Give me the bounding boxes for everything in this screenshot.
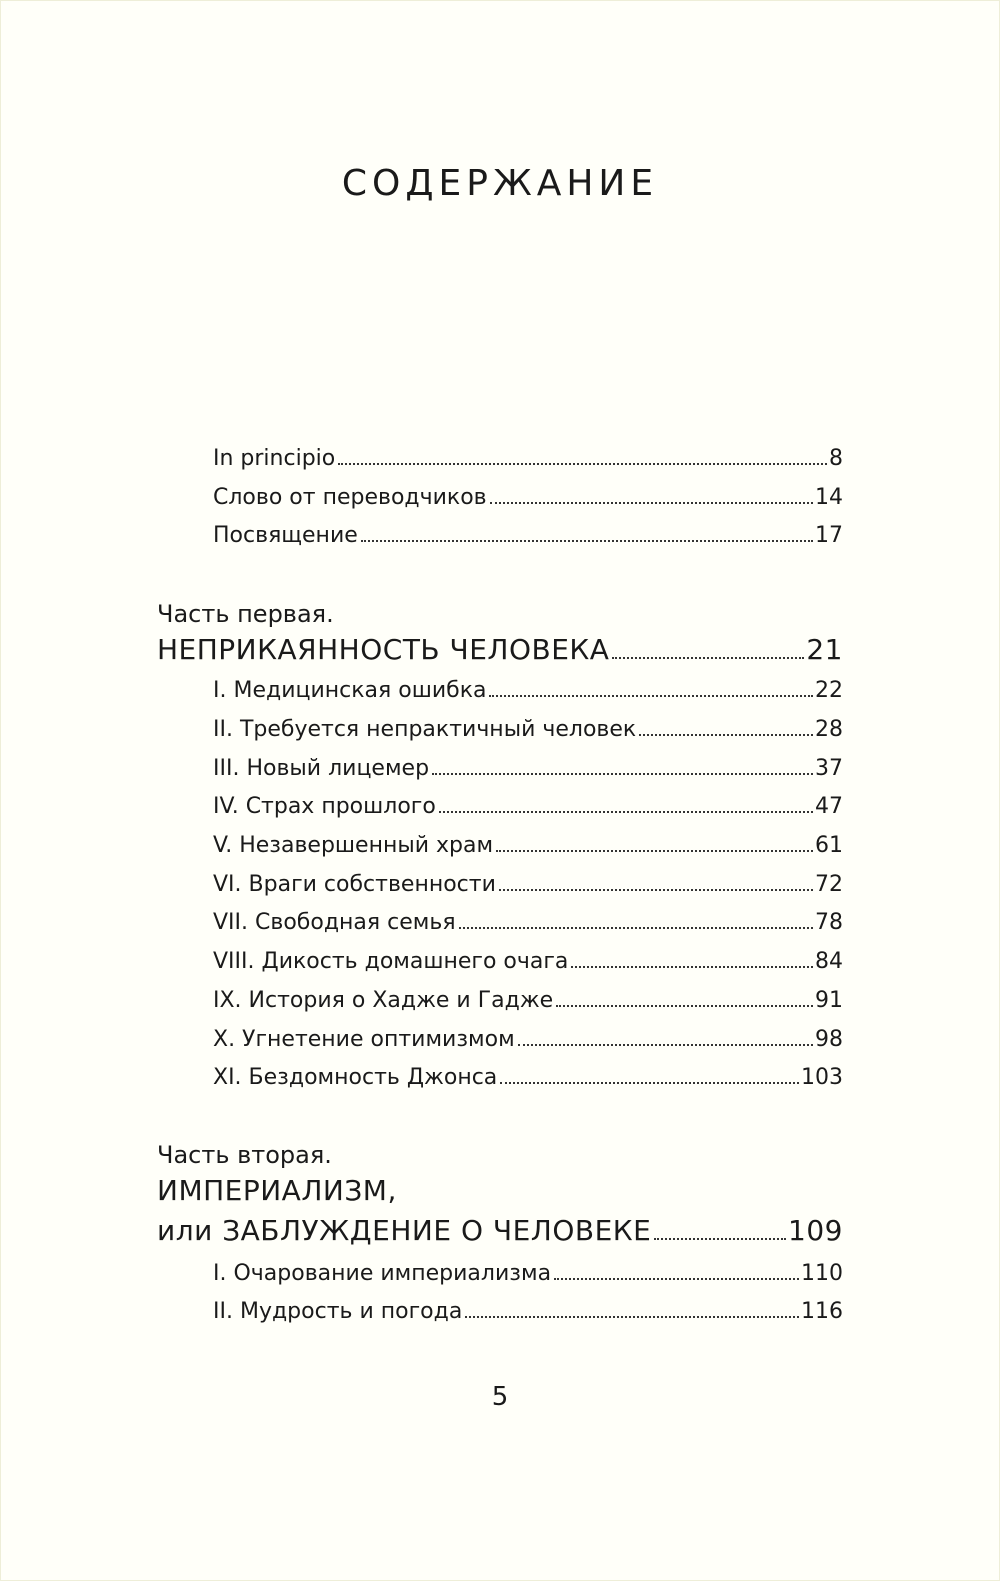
toc-entry-page: 109 — [788, 1214, 843, 1247]
toc-entry-label: VII. Свободная семья — [213, 910, 456, 935]
toc-entry-label: IV. Страх прошлого — [213, 794, 436, 819]
toc-entry-chapter[interactable] — [213, 1063, 843, 1093]
dot-leader — [612, 657, 804, 659]
dot-leader — [439, 811, 813, 813]
toc-entry-chapter[interactable] — [213, 792, 843, 822]
toc-entry-label: VI. Враги собственности — [213, 872, 496, 897]
toc-entry-label: V. Незавершенный храм — [213, 833, 494, 858]
part-two-title-line1: ИМПЕРИАЛИЗМ, — [157, 1174, 397, 1207]
toc-entry-page: 78 — [815, 910, 843, 935]
toc-entry-page: 14 — [815, 485, 843, 510]
toc-entry-chapter[interactable] — [213, 1297, 843, 1327]
toc-entry-chapter[interactable] — [213, 1025, 843, 1055]
toc-entry-label: II. Требуется непрактичный человек — [213, 717, 637, 742]
toc-entry-page: 84 — [815, 949, 843, 974]
toc-entry-page: 98 — [815, 1027, 843, 1052]
toc-entry-label: Слово от переводчиков — [213, 485, 487, 510]
toc-entry-label: X. Угнетение оптимизмом — [213, 1027, 515, 1052]
toc-entry-part-two-title[interactable] — [157, 1213, 843, 1249]
dot-leader — [654, 1238, 786, 1240]
toc-entry-page: 103 — [801, 1065, 843, 1090]
toc-entry-chapter[interactable] — [213, 908, 843, 938]
dot-leader — [459, 927, 813, 929]
toc-entry-dedication[interactable] — [213, 521, 843, 551]
toc-entry-chapter[interactable] — [213, 831, 843, 861]
toc-entry-label: In principio — [213, 446, 336, 471]
toc-entry-in-principio[interactable] — [213, 444, 843, 474]
toc-entry-label: I. Очарование империализма — [213, 1261, 552, 1286]
toc-entry-label: III. Новый лицемер — [213, 756, 430, 781]
toc-entry-page: 91 — [815, 988, 843, 1013]
toc-entry-translators-word[interactable] — [213, 483, 843, 513]
dot-leader — [518, 1044, 813, 1046]
dot-leader — [432, 773, 813, 775]
part-two-heading: Часть вторая. — [157, 1141, 332, 1169]
dot-leader — [496, 850, 813, 852]
toc-entry-page: 61 — [815, 833, 843, 858]
dot-leader — [571, 966, 813, 968]
toc-entry-page: 8 — [829, 446, 843, 471]
toc-entry-chapter[interactable] — [213, 1259, 843, 1289]
toc-entry-page: 22 — [815, 678, 843, 703]
toc-entry-page: 47 — [815, 794, 843, 819]
toc-entry-chapter[interactable] — [213, 754, 843, 784]
toc-entry-page: 17 — [815, 523, 843, 548]
dot-leader — [490, 502, 813, 504]
toc-entry-label: IX. История о Хадже и Гадже — [213, 988, 554, 1013]
page-title: СОДЕРЖАНИЕ — [341, 163, 659, 204]
dot-leader — [338, 463, 827, 465]
toc-entry-page: 37 — [815, 756, 843, 781]
page-number: 5 — [491, 1382, 509, 1412]
part-one-heading: Часть первая. — [157, 600, 334, 628]
dot-leader — [500, 1082, 799, 1084]
dot-leader — [499, 889, 813, 891]
toc-entry-chapter[interactable] — [213, 947, 843, 977]
dot-leader — [639, 734, 813, 736]
dot-leader — [465, 1316, 799, 1318]
toc-entry-label: Посвящение — [213, 523, 358, 548]
toc-entry-label: или ЗАБЛУЖДЕНИЕ О ЧЕЛОВЕКЕ — [157, 1214, 652, 1247]
toc-entry-label: II. Мудрость и погода — [213, 1299, 463, 1324]
toc-entry-label: XI. Бездомность Джонса — [213, 1065, 498, 1090]
toc-entry-chapter[interactable] — [213, 870, 843, 900]
toc-entry-chapter[interactable] — [213, 986, 843, 1016]
toc-entry-page: 110 — [801, 1261, 843, 1286]
toc-entry-part-one-title[interactable] — [157, 632, 843, 668]
dot-leader — [554, 1278, 799, 1280]
toc-entry-page: 21 — [806, 633, 843, 666]
toc-entry-chapter[interactable] — [213, 676, 843, 706]
dot-leader — [556, 1005, 813, 1007]
toc-entry-page: 28 — [815, 717, 843, 742]
toc-entry-page: 116 — [801, 1299, 843, 1324]
dot-leader — [489, 695, 813, 697]
toc-entry-label: I. Медицинская ошибка — [213, 678, 487, 703]
dot-leader — [361, 540, 813, 542]
toc-entry-label: НЕПРИКАЯННОСТЬ ЧЕЛОВЕКА — [157, 633, 610, 666]
toc-entry-page: 72 — [815, 872, 843, 897]
toc-entry-chapter[interactable] — [213, 715, 843, 745]
toc-entry-label: VIII. Дикость домашнего очага — [213, 949, 569, 974]
